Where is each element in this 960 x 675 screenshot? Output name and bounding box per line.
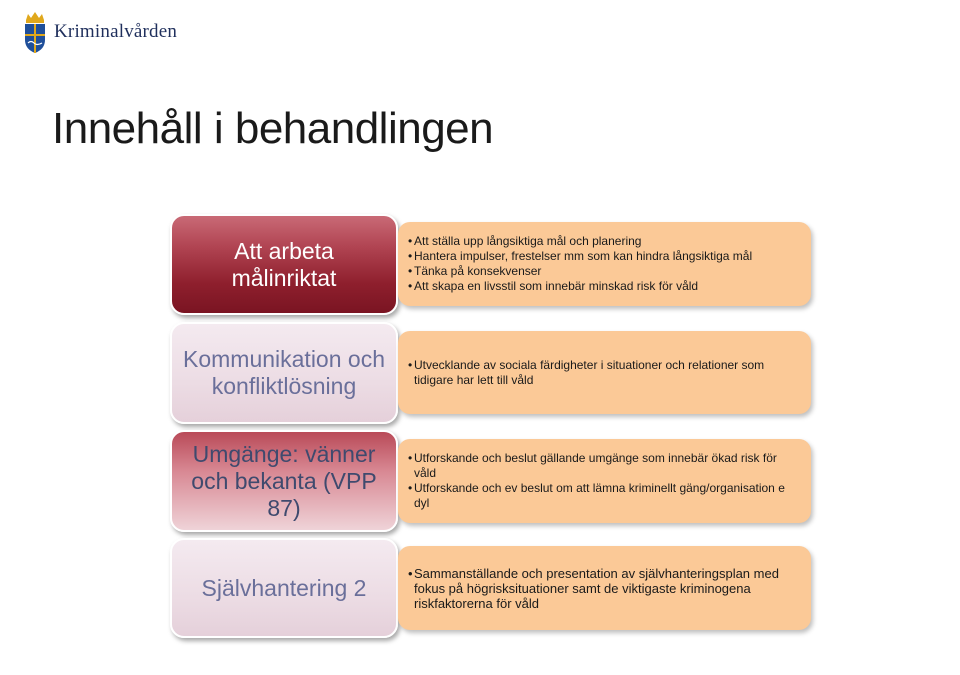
list-item: • Utforskande och beslut gällande umgänge som innebär ökad risk för våld <box>408 451 777 480</box>
brand-logo <box>22 10 177 54</box>
content-box-associations <box>398 439 811 523</box>
topic-box-associations <box>170 430 398 532</box>
topic-label: Att arbeta målinriktat <box>231 237 337 291</box>
brand-name: Kriminalvården <box>54 21 178 42</box>
page-title: Innehåll i behandlingen <box>52 104 494 153</box>
content-box-communication <box>398 331 811 414</box>
list-item: • Att skapa en livsstil som innebär minskad risk för våld <box>408 279 699 293</box>
topic-box-self-management <box>170 538 398 638</box>
topic-box-communication <box>170 322 398 424</box>
list-item: • Hantera impulser, frestelser mm som kan hindra långsiktiga mål <box>408 249 753 263</box>
topic-label: Självhantering 2 <box>201 574 367 601</box>
content-box-self-management <box>398 546 811 630</box>
crest-icon <box>22 10 48 54</box>
list-item: • Utvecklande av sociala färdigheter i situationer och relationer som tidigare har lett till våld <box>408 357 765 387</box>
content-box-goals <box>398 222 811 306</box>
list-item: • Att ställa upp långsiktiga mål och planering <box>408 234 642 248</box>
topic-label: Kommunikation och konfliktlösning <box>183 346 385 399</box>
list-item: • Sammanställande och presentation av självhanteringsplan med fokus på högrisksituationer samt de viktigaste kriminogena riskfaktorerna för våld <box>408 565 779 611</box>
topic-box-goals <box>170 214 398 315</box>
list-item: • Utforskande och ev beslut om att lämna kriminellt gäng/organisation e dyl <box>408 481 785 510</box>
list-item: • Tänka på konsekvenser <box>408 264 542 278</box>
topic-label: Umgänge: vänner och bekanta (VPP 87) <box>191 440 377 521</box>
